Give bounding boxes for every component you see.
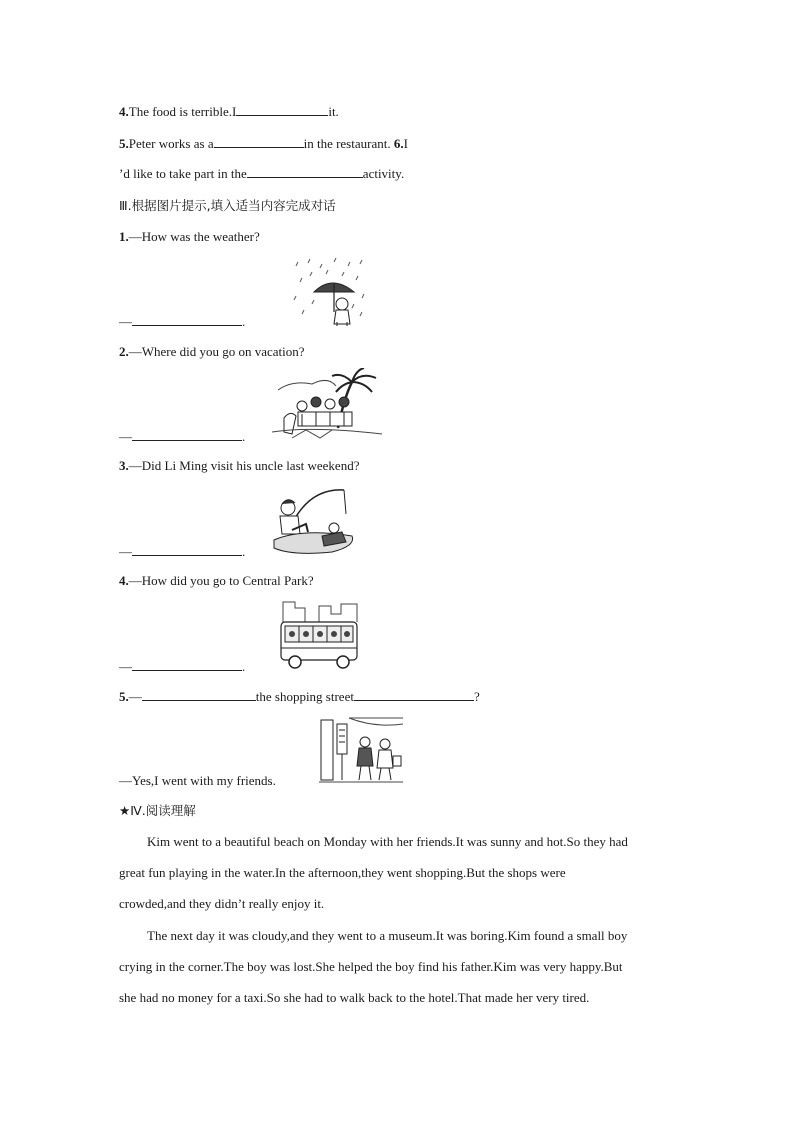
paragraph-line: great fun playing in the water.In the afternoon,they went shopping.But the shops were xyxy=(119,865,566,880)
fill-in-item-6 xyxy=(119,165,404,182)
answer-suffix: . xyxy=(242,544,246,559)
dialog-question-2 xyxy=(119,344,305,360)
section-heading-4: ★Ⅳ.阅读理解 xyxy=(119,803,196,818)
item-number: 4. xyxy=(119,104,129,119)
item-number: 3. xyxy=(119,458,129,473)
item-text-after: in the restaurant. xyxy=(303,136,391,151)
reading-paragraph-2 xyxy=(119,920,669,1013)
question-text: —How was the weather? xyxy=(128,229,260,244)
section-heading-3: Ⅲ.根据图片提示,填入适当内容完成对话 xyxy=(119,198,336,213)
dialog-answer-1 xyxy=(119,313,245,330)
dialog-answer-4 xyxy=(119,658,245,675)
dialog-answer-5: —Yes,I went with my friends. xyxy=(119,773,276,788)
reading-paragraph-1 xyxy=(119,826,669,919)
paragraph-line: Kim went to a beautiful beach on Monday with her friends.It was sunny and hot.So they had xyxy=(147,834,628,849)
rain-umbrella-icon xyxy=(292,256,370,326)
bus-icon xyxy=(279,600,359,670)
item-number: 4. xyxy=(119,573,129,588)
answer-blank[interactable] xyxy=(132,428,242,441)
item-text-before: The food is terrible.I xyxy=(128,104,237,119)
answer-suffix: . xyxy=(242,659,246,674)
answer-prefix: — xyxy=(119,314,132,329)
item-text-after: activity. xyxy=(362,166,405,181)
question-suffix: ? xyxy=(473,689,480,704)
answer-suffix: . xyxy=(242,429,246,444)
answer-blank[interactable] xyxy=(214,135,304,148)
answer-blank[interactable] xyxy=(132,543,242,556)
item-number: 6. xyxy=(393,136,404,151)
item-text-before: Peter works as a xyxy=(128,136,214,151)
dialog-answer-2 xyxy=(119,428,245,445)
dialog-question-4 xyxy=(119,573,314,589)
answer-prefix: — xyxy=(119,544,132,559)
answer-suffix: . xyxy=(242,314,246,329)
answer-prefix: — xyxy=(119,429,132,444)
answer-prefix: — xyxy=(119,659,132,674)
answer-blank[interactable] xyxy=(132,658,242,671)
fishing-icon xyxy=(272,484,356,556)
answer-blank[interactable] xyxy=(354,688,474,701)
question-text: —How did you go to Central Park? xyxy=(128,573,314,588)
item-number: 2. xyxy=(119,344,129,359)
paragraph-line: crying in the corner.The boy was lost.She helped the boy find his father.Kim was very happy.But xyxy=(119,959,623,974)
question-prefix: — xyxy=(128,689,142,704)
dialog-question-5 xyxy=(119,688,480,705)
question-text: —Where did you go on vacation? xyxy=(128,344,305,359)
answer-blank[interactable] xyxy=(132,313,242,326)
answer-blank[interactable] xyxy=(247,165,363,178)
item-text-before: ’d like to take part in the xyxy=(119,166,247,181)
fill-in-item-5 xyxy=(119,135,408,152)
item-number: 5. xyxy=(119,689,129,704)
paragraph-line: crowded,and they didn’t really enjoy it. xyxy=(119,896,325,911)
answer-blank[interactable] xyxy=(142,688,256,701)
shopping-street-icon xyxy=(319,714,403,784)
fill-in-item-4 xyxy=(119,103,339,120)
beach-picnic-icon xyxy=(272,368,382,442)
item-number: 5. xyxy=(119,136,129,151)
item-text-start: I xyxy=(403,136,408,151)
answer-blank[interactable] xyxy=(236,103,328,116)
dialog-question-1 xyxy=(119,229,260,245)
dialog-answer-3 xyxy=(119,543,245,560)
dialog-question-3 xyxy=(119,458,359,474)
question-text: —Did Li Ming visit his uncle last weekend? xyxy=(128,458,360,473)
paragraph-line: The next day it was cloudy,and they went to a museum.It was boring.Kim found a small boy xyxy=(147,928,628,943)
item-text-after: it. xyxy=(328,104,339,119)
question-middle: the shopping street xyxy=(255,689,354,704)
paragraph-line: she had no money for a taxi.So she had to walk back to the hotel.That made her very tired. xyxy=(119,990,590,1005)
item-number: 1. xyxy=(119,229,129,244)
